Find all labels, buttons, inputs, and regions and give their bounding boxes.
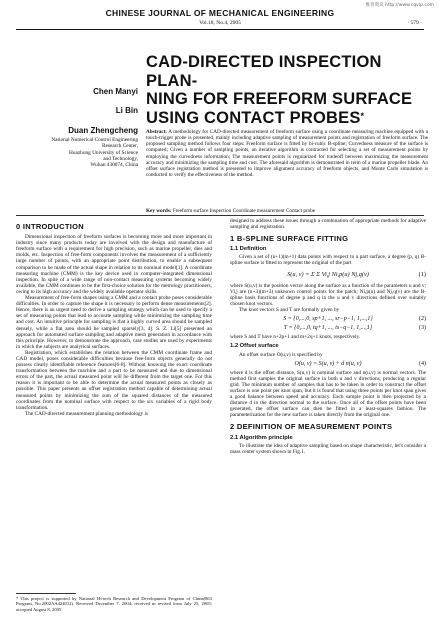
affiliation-line: and Technology, [103,155,138,162]
subsection-heading: 2.1 Algorithm principle [230,434,293,441]
abstract-text: A methodology for CAD-directed measurement of freeform surface using a coordinate measuring machine equipped with a touch-trigger probe is presented, mainly including adaptive sampling of measurement points and registration of freeform surface. The proposed sampling method follows four steps: Freeform surface is fitted by bi-cubic B-spline; Curvedness measure of the surface is computed; Given a number of sampling points, an iterative algorithm is contracted for selecting a set of measurement points by employing the curvedness information; The measurement points is regularized for tradeoff between maximizing the measurement accuracy and minimizing the sampling time and cost. The aforesaid algorithm is demonstrated in term of a marine propeller blade. An offset surface registration method is presented to improve alignment accuracy of freeform objects, and Monte Carlo simulation is conducted to verify the effectiveness of the method. [146,129,428,179]
equation-text: O(u, v) = S(u, v) + d n(u, v) [294,360,362,367]
paragraph: An offset surface O(u,v) is specified by [239,351,323,358]
paragraph: Measurement of free-form shapes using a CMM and a contact probe poses considerable difficulties. In order to capture the shape it is necessary to perform dense measurements[2]. Hence, there is an urgent need to derive a sampling strategy which can be used to specify a set of measuring points that lead to accurate sampling while minimizing the sampling time and cost. An intuitive principle for sampling is that a highly curved area should be sampled densely, while a flat area should be sampled sparsely[3, 4]. S. Z. Li[5] presented an approach for automated surface sampling and adaptive mesh generation in accordance with this principle. However, to demonstrate the approach, case studies are used by experiments in which the subjects are analytical surfaces. [16,295,212,350]
affiliation-line: Huazhong University of Science [69,149,138,156]
subsection-heading: 1.2 Offset surface [230,343,279,350]
equation-number: (2) [419,316,426,323]
equation-number: (4) [419,360,426,367]
title-line: CAD-DIRECTED INSPECTION PLAN- [146,53,382,90]
equation [230,316,426,322]
affiliation-line: Wuhan 430074, China [90,162,138,169]
keywords [146,208,428,214]
equation-text: S = {0,...,0, sp+1, ..., sr−p−1, 1,...,1} [283,316,373,323]
paper-title [146,53,431,127]
title-line [146,109,431,128]
paragraph: where S(u,v) is the position vector along the surface as a function of the parameters u and v; Vi,j are (n+3)(m+3) unknown control points for the patch; Ni,p(u) and Nj,q(v) are the B-spline basis functions of degree p and q in the u and v directions defined over suitably chosen knot vectors. [230,282,426,307]
watermark: 维普资讯 http://www.cqvip.com [365,3,434,8]
header-rule [16,29,424,30]
equation [230,361,426,367]
equation [230,272,426,278]
paragraph: To illustrate the idea of adaptive sampling based on shape characteristic, let's consider a mass center system shown in Fig.1. [230,442,426,455]
equation [230,325,426,331]
keywords-text: Freeform surface Inspection Coordinate measurement Contact probe [172,208,316,214]
paragraph: where S and T have n+2p+1 and m+2q+1 knots, respectively. [230,334,361,341]
affiliation-line: National Numerical Control Engineering [51,137,138,143]
equation-number: (1) [418,270,426,278]
section-heading: 2 DEFINITION OF MEASUREMENT POINTS [230,422,393,432]
author-name: Chen Manyi [93,87,138,96]
equation-text: S(u, v) = Σ Σ Vi,j Ni,p(u) Nj,q(v) [287,270,369,278]
title-line-text: USING CONTACT PROBES [146,108,361,127]
paragraph: Given a set of (n+1)(m+1) data points with respect to a part surface, a degree (p, q) B-spline surface is fitted to represent the original of the part [230,254,426,267]
right-column [230,218,426,455]
left-column [16,218,212,417]
affiliation-line: Research Center, [102,143,138,150]
abstract-label: Abstract: [146,129,168,135]
subsection-heading: 1.1 Definition [230,246,267,253]
section-heading: 1 B-SPLINE SURFACE FITTING [230,234,349,244]
page-number: · 579 · [407,20,422,26]
author-name: Li Bin [115,106,138,115]
paragraph: The CAD-directed measurement planning methodology is [25,410,149,417]
footnote: * This project is supported by National Hi-tech Research and Development Program of China(863 Program, No.2002AA424012). Received December 7, 2004; received in revised form July 25, 2005; accepted August 8, 2005 [16,596,212,612]
issue-info: Vol.18, No.4, 2005 [199,20,241,26]
paragraph: where d is the offset distance, S(u,v) is nominal surface and n(u,v) is normal vectors. The method first samples the original surface in both u and v directions, producing a regular grid. The minimum number of samples that has to be taken in order to construct the offset surface is one point per knot span, but it is found that using three points per knot span gives a good balance between speed and accuracy. Each sample point is then projected by a distance d in the direction normal to the surface. Once all of the offset points have been generated, the offset surface can then be fitted in a least-squares fashion. The parameterization for the new surface is taken directly from the original one. [230,369,426,419]
paragraph: Dimensional inspection of freeform surfaces is becoming more and more important in industry since many products today are involved with the design and manufacture of freeform surface with a requirement for high precision, such as marine propeller, dies and molds, etc. Inspection of free-form components involves the measurement of a sufficiently large number of points, with an appropriate point distribution, to enable a subsequent comparison to be made of the actual shape in relation to its nominal model[1]. A coordinate measuring machine (CMM) is the key device used in computer-integrated dimensional inspection. In spite of a wide range of non-contact measuring systems becoming widely available, the CMM continues to be the first-choice solution for the metrology practitioners, owing to its high accuracy and the widely available operator skills. [16,234,212,295]
equation-text: T = {0,...,0, tq+1, ..., ts−q−1, 1,...,1} [283,325,373,332]
author-name: Duan Zhengcheng [68,126,138,135]
section-heading: 0 INTRODUCTION [16,222,84,231]
affiliation [18,137,138,168]
equation-number: (3) [419,325,426,332]
abstract-rule [16,215,424,216]
keywords-label: Key words: [146,208,172,214]
paragraph: designed to address these issues through a combination of appropriate methods for adaptive sampling and registration. [230,218,426,231]
paragraph: Registration, which establishes the relation between the CMM coordinate frame and CAD model, poses considerable difficulties because free-form objects generally do not possess clearly identifiable reference features[6-8]. Without knowing the exact coordinate transformation between the machine and a part to be measured and due to dimensional errors of the part, the actual measured point will be different from the target one. For this reason it is important to be able to determine the actual measured points as closely as possible. This paper presents an offset registration method capable of determining actual measured points by minimizing the sum of the squared distances of the measured coordinates from the nominal surface with respect to the six variables of a rigid body transformation. [16,349,212,411]
title-line: NING FOR FREEFORM SURFACE [146,90,413,108]
title-footnote-mark: * [360,110,365,121]
journal-name: CHINESE JOURNAL OF MECHANICAL ENGINEERING [105,8,335,18]
footnote-rule [16,593,76,594]
abstract [146,129,428,178]
paragraph: The knot vectors S and T are formally given by [239,307,340,314]
